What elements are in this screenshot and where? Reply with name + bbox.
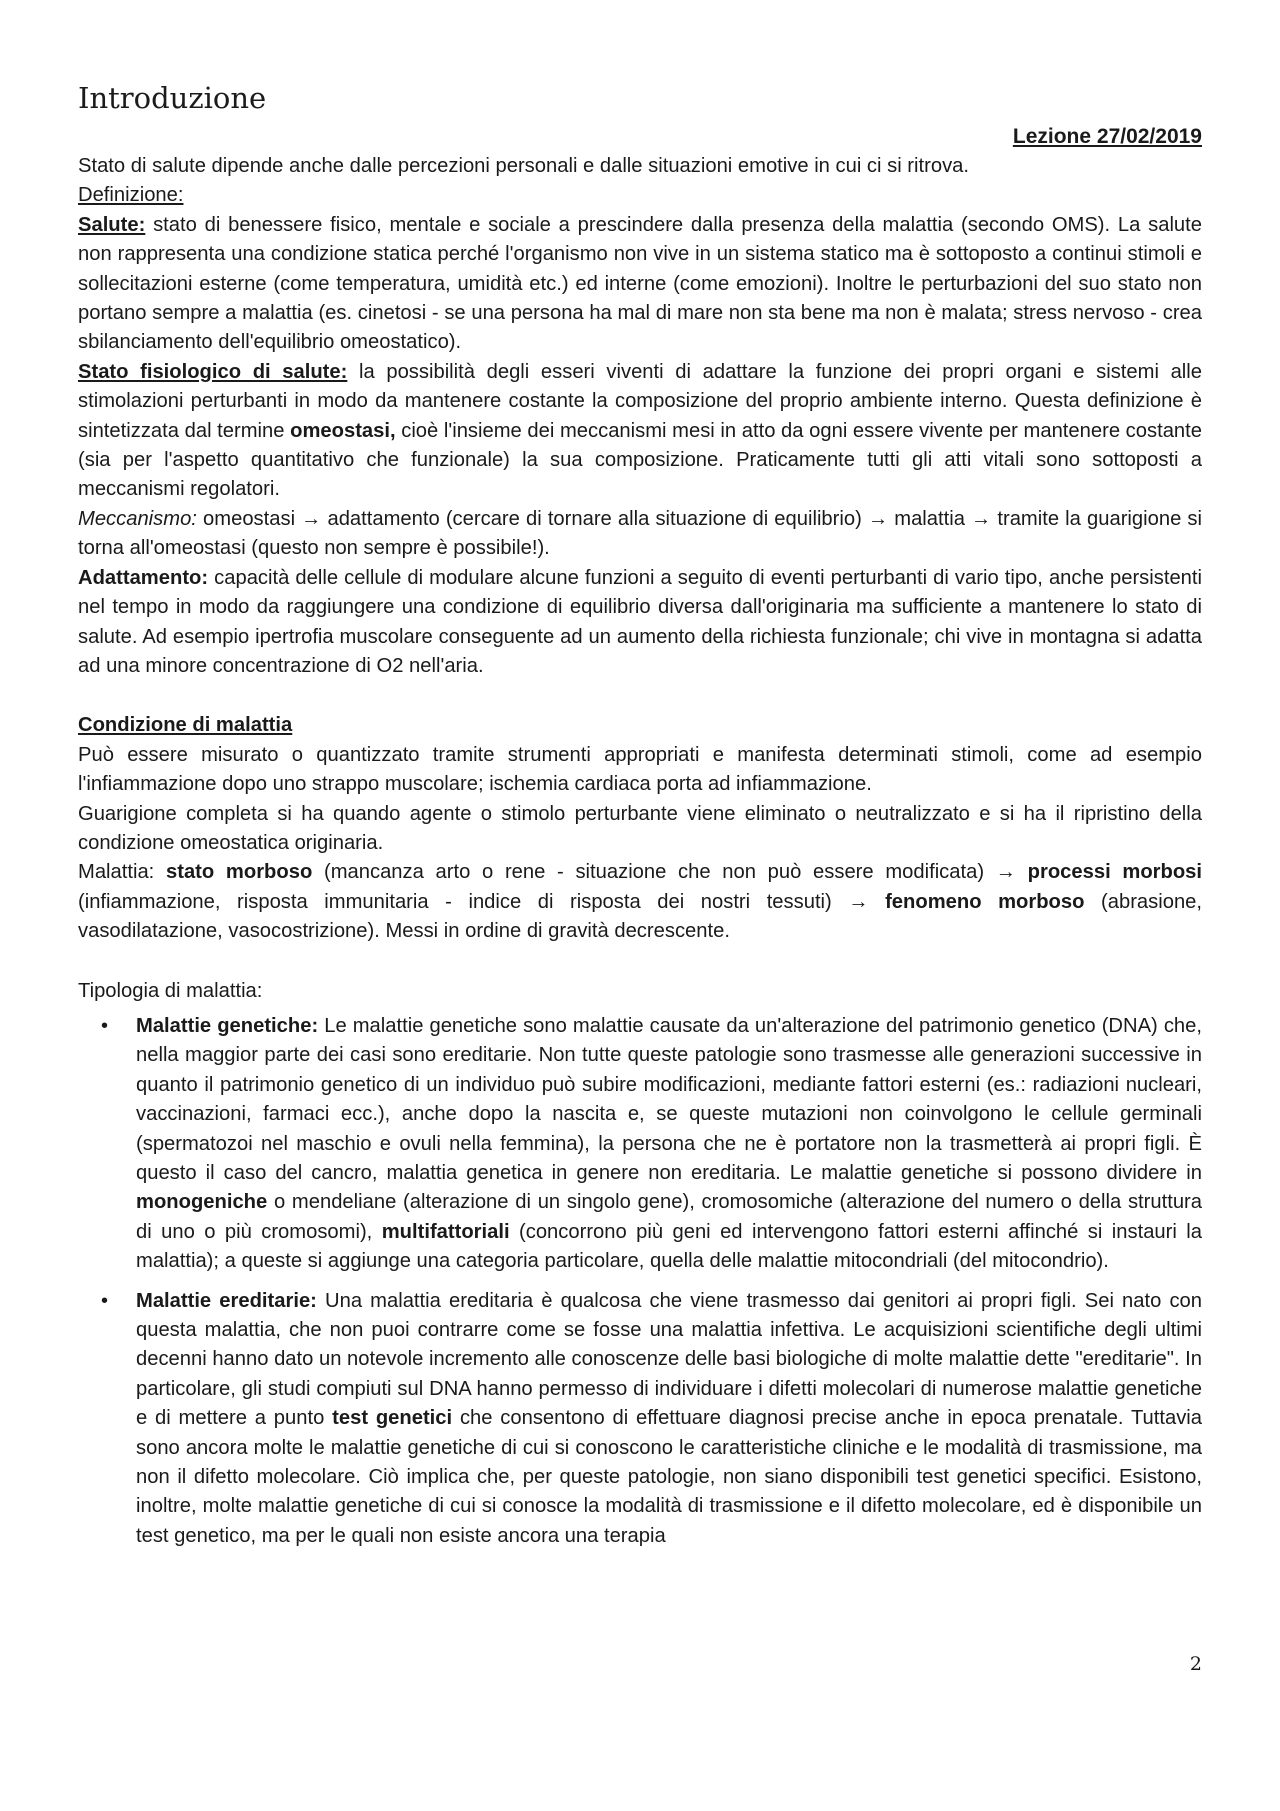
omeostasi-term: omeostasi, [290,419,396,442]
condizione-p3-d: (infiammazione, risposta immunitaria - indice di risposta dei nostri tessuti) → [78,890,886,913]
ereditarie-text-1: Una malattia ereditaria è qualcosa che viene trasmesso dai genitori ai propri figli. Sei nato con questa malattia, che non puoi contrarre come se fosse una malattia infettiva. Le acquisizioni scientifiche degli ultimi decenni hanno dato un notevole incremento alle conoscenze delle basi biologiche di molte malattie dette "ereditarie". In particolare, gli studi compiuti sul DNA hanno permesso di individuare i difetti molecolari di numerose malattie genetiche e di mettere a punto [136,1289,1203,1430]
list-item-genetiche [78,1012,1202,1277]
genetiche-text-1: Le malattie genetiche sono malattie causate da un'alterazione del patrimonio genetico (DNA) che, nella maggior parte dei casi sono ereditarie. Non tutte queste patologie sono trasmesse alle generazioni successive in quanto il patrimonio genetico di un individuo può subire modificazioni, mediante fattori esterni (es.: radiazioni nucleari, vaccinazioni, farmaci ecc.), anche dopo la nascita e, se queste mutazioni non coinvolgono le cellule germinali (spermatozoi nel maschio e ovuli nella femmina), la persona che ne è portatore non la trasmetterà ai propri figli. È questo il caso del cancro, malattia genetica in genere non ereditaria. Le malattie genetiche si possono dividere in [136,1014,1202,1184]
stato-fisiologico-text-a: la possibilità degli esseri viventi di adattare la funzione dei propri organi e sistemi alle stimolazioni perturbanti in modo da mantenere costante la composizione del proprio ambiente interno. Questa definizione è sintetizzata dal termine [78,360,1202,442]
genetiche-term: Malattie genetiche: [136,1014,319,1037]
adattamento-term: Adattamento: [78,566,209,589]
tipologia-label: Tipologia di malattia: [78,979,263,1002]
condizione-paragraph-2: Guarigione completa si ha quando agente o stimolo perturbante viene eliminato o neutralizzato e si ha il ripristino della condizione omeostatica originaria. [78,802,1202,854]
stato-morboso-term: stato morboso [166,861,313,884]
page-title: Introduzione [78,81,267,115]
definitions-label-text: Definizione: [78,184,184,207]
genetiche-text-2: o mendeliane (alterazione di un singolo gene), cromosomiche (alterazione del numero o della struttura di uno o più cromosomi), [136,1191,1202,1243]
salute-text: stato di benessere fisico, mentale e sociale a prescindere dalla presenza della malattia (secondo OMS). La salute non rappresenta una condizione statica perché l'organismo non vive in un sistema statico ma è sottoposto a continui stimoli e sollecitazioni esterne (come temperatura, umidità etc.) ed interne (come emozioni). Inoltre le perturbazioni del suo stato non portano sempre a malattia (es. cinetosi - se una persona ha mal di mare non sta bene ma non è malata; stress nervoso - crea sbilanciamento dell'equilibrio omeostatico). [78,213,1202,354]
condizione-paragraph-1: Può essere misurato o quantizzato tramite strumenti appropriati e manifesta determinati stimoli, come ad esempio l'infiammazione dopo uno strappo muscolare; ischemia cardiaca porta ad infiammazione. [78,743,1202,796]
condizione-heading-text: Condizione di malattia [78,714,293,737]
salute-term: Salute: [78,213,146,236]
intro-paragraph: Stato di salute dipende anche dalle percezioni personali e dalle situazioni emotive in cui ci si ritrova. [78,155,970,177]
bullet-icon: • [101,1014,109,1037]
condizione-p3-e: (abrasione, vasodilatazione, vasocostrizione). Messi in ordine di gravità decrescente. [78,890,1203,943]
stato-fisiologico-text-b: cioè l'insieme dei meccanismi mesi in atto da ogni essere vivente per mantenere costante (sia per l'aspetto quantitativo che funzionale) la sua composizione. Praticamente tutti gli atti vitali sono sottoposti a meccanismi regolatori. [78,419,1202,501]
multifattoriali-term: multifattoriali [381,1220,510,1243]
list-item-ereditarie [78,1287,1202,1552]
lesson-date [78,122,1202,152]
monogeniche-term: monogeniche [136,1191,268,1214]
meccanismo-label: Meccanismo: [78,507,197,530]
test-genetici-term: test genetici [332,1407,453,1430]
tipologia-list [78,1012,1202,1551]
definitions-label [78,181,1202,210]
genetiche-text-3: (concorrono più geni ed intervengono fattori esterni affinché si instauri la malattia); a queste si aggiunge una categoria particolare, quella delle malattie mitocondriali (del mitocondrio). [136,1220,1202,1273]
adattamento-text: capacità delle cellule di modulare alcune funzioni a seguito di eventi perturbanti di vario tipo, anche persistenti nel tempo in modo da raggiungere una condizione di equilibrio diversa dall'originaria ma sufficiente a mantenere lo stato di salute. Ad esempio ipertrofia muscolare conseguente ad un aumento della richiesta funzionale; chi vive in montagna si adatta ad una minore concentrazione di O2 nell'aria. [78,566,1202,677]
ereditarie-text-2: che consentono di effettuare diagnosi precise anche in epoca prenatale. Tuttavia sono ancora molte le malattie genetiche di cui si conoscono le caratteristiche cliniche e le modalità di trasmissione, ma non il difetto molecolare. Ciò implica che, per queste patologie, non siano disponibili test genetici specifici. Esistono, inoltre, molte malattie genetiche di cui si conosce la modalità di trasmissione e il difetto molecolare, ed è disponibile un test genetico, ma per le quali non esiste ancora una terapia [136,1407,1203,1547]
stato-fisiologico-term: Stato fisiologico di salute: [78,360,348,383]
stato-fisiologico-definition [78,358,1202,505]
meccanismo-text: omeostasi → adattamento (cercare di tornare alla situazione di equilibrio) → malattia → tramite la guarigione si torna all'omeostasi (questo non sempre è possibile!). [78,507,1202,560]
condizione-heading [78,711,1202,740]
meccanismo-paragraph [78,505,1202,564]
malattia-lead: Malattia: [78,861,166,884]
processi-morbosi-term: processi morbosi [1027,861,1203,884]
page-content [78,122,1202,1551]
ereditarie-term: Malattie ereditarie: [136,1289,317,1312]
condizione-paragraph-3 [78,858,1202,946]
fenomeno-morboso-term: fenomeno morboso [885,890,1085,913]
condizione-p3-c: (mancanza arto o rene - situazione che non può essere modificata) → [312,861,1028,884]
bullet-icon: • [101,1289,109,1312]
adattamento-definition [78,564,1202,682]
page-number: 2 [1189,1653,1202,1675]
lesson-date-text: Lezione 27/02/2019 [1012,125,1202,148]
spacer [78,947,1202,977]
spacer [78,681,1202,711]
salute-definition [78,211,1202,358]
